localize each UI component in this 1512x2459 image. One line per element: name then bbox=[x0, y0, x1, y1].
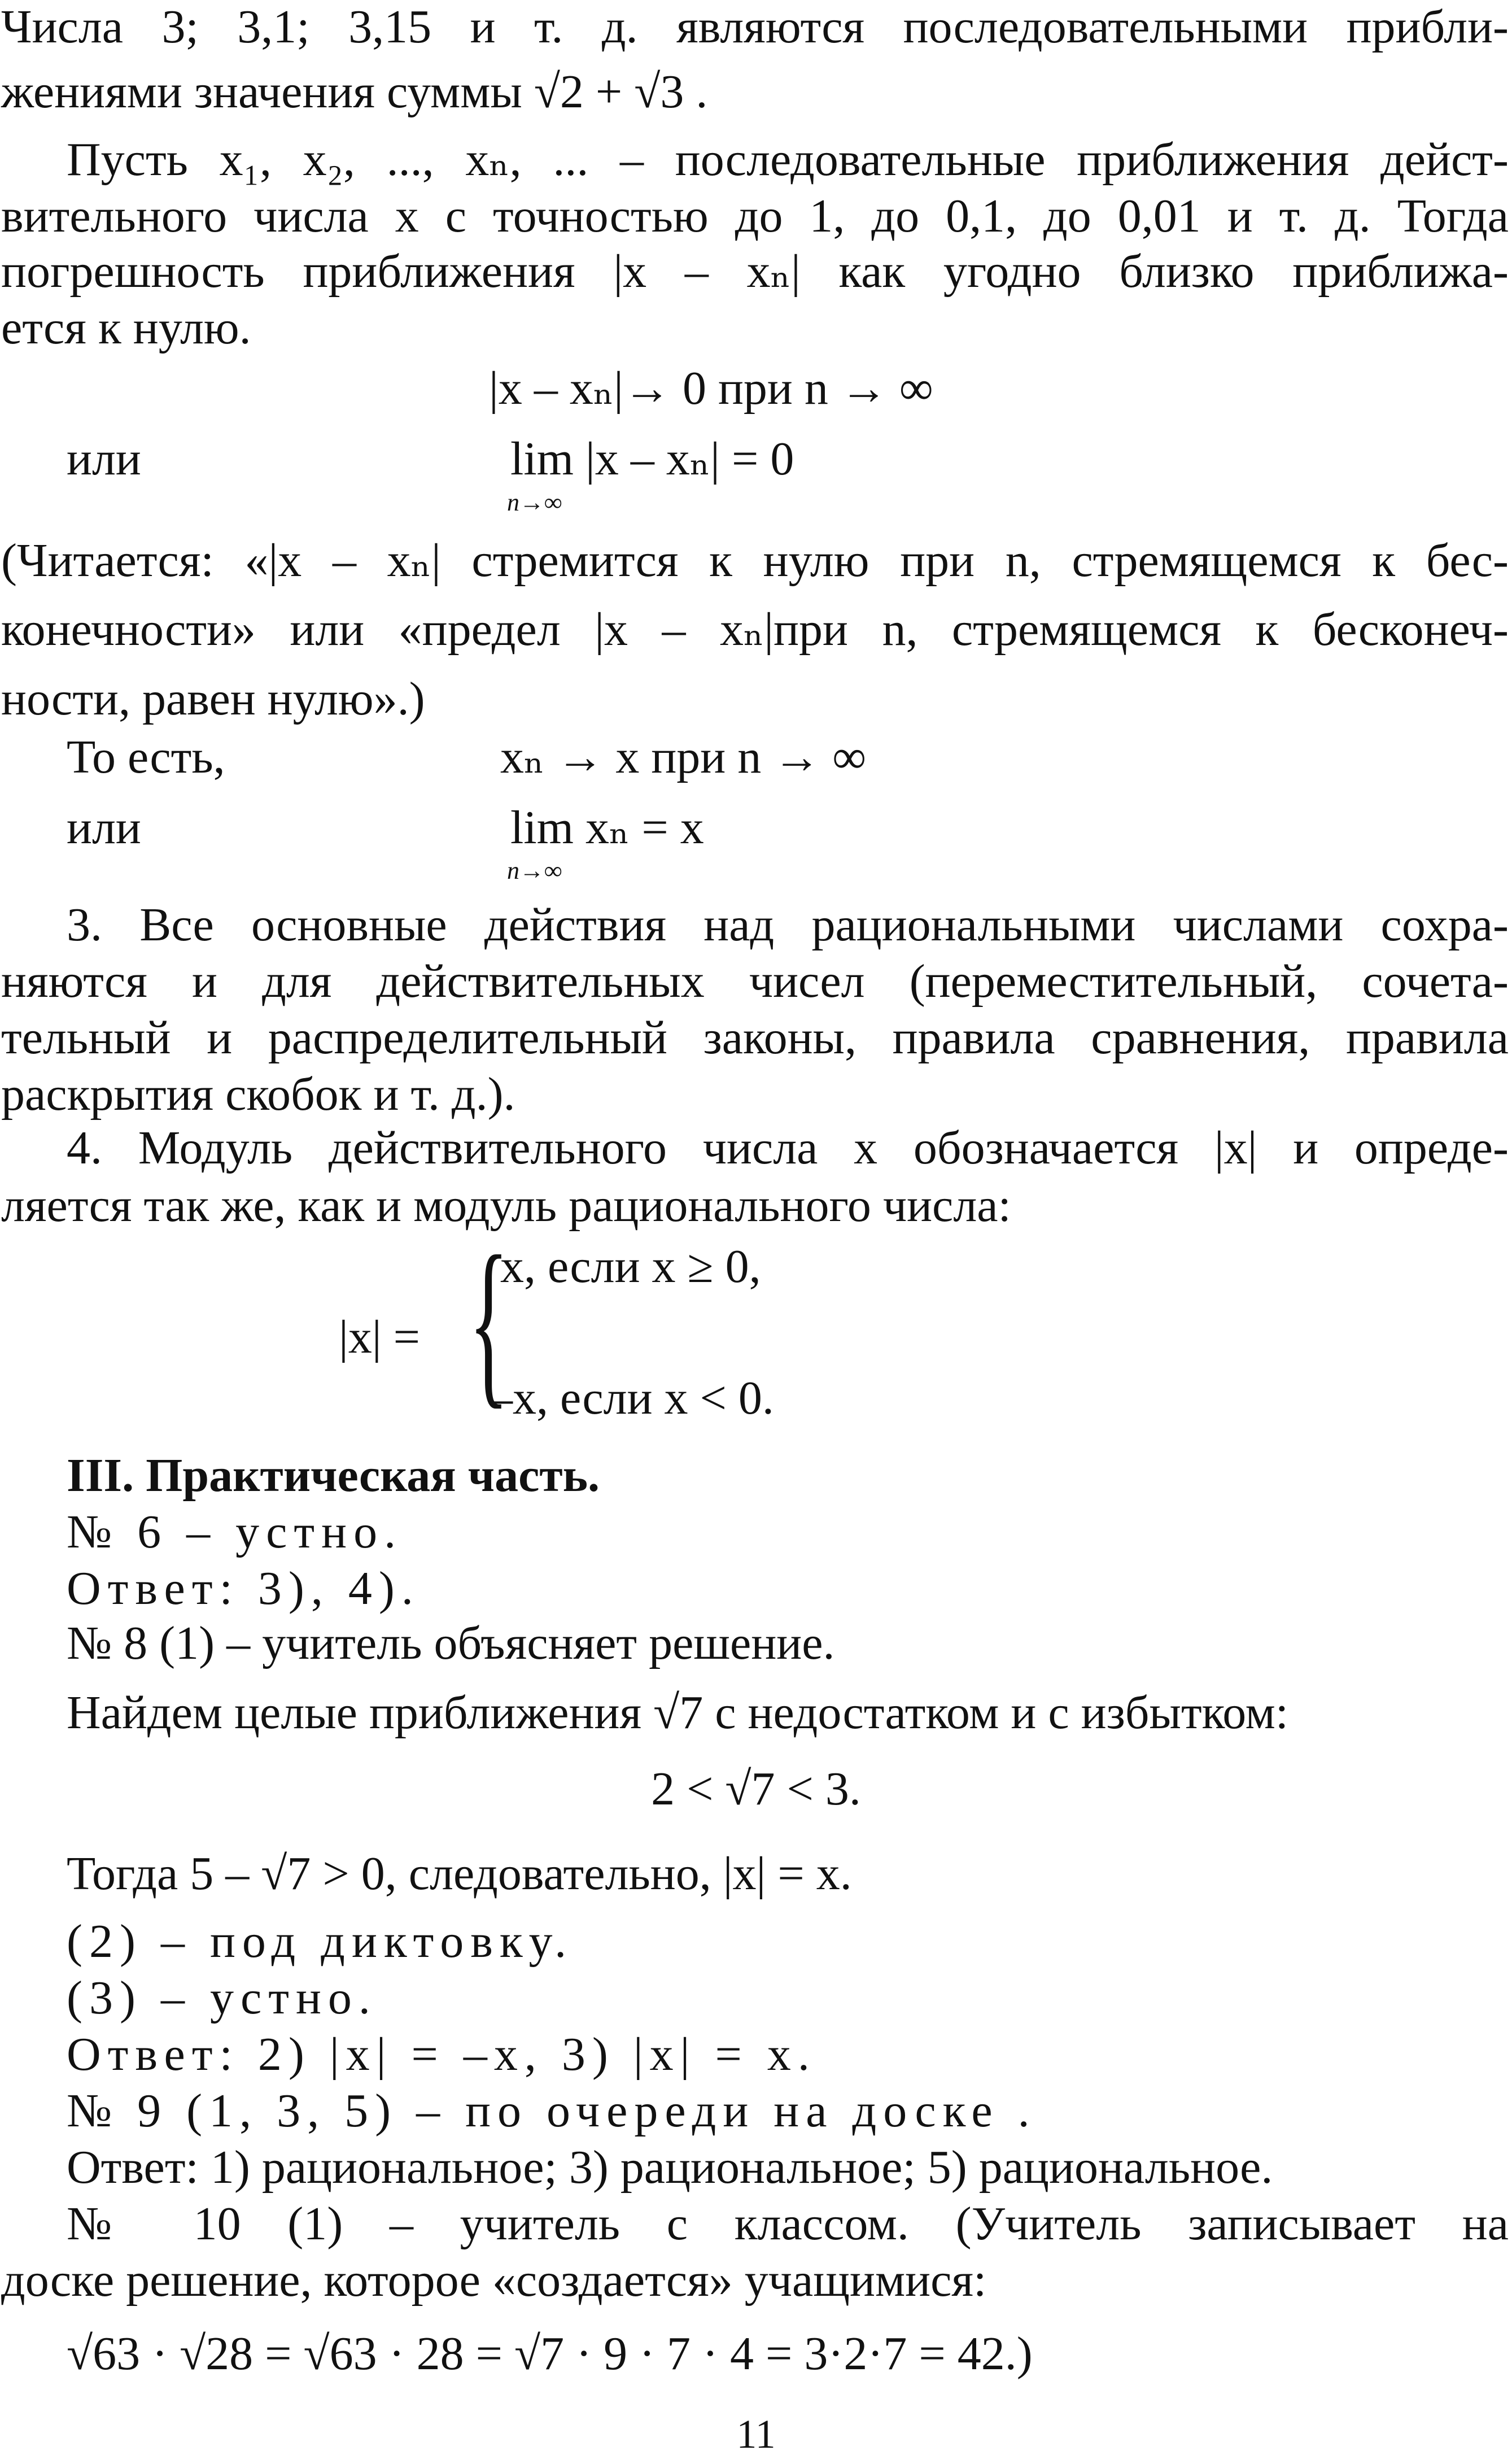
p5-line1: 4. Модуль действительного числа x обозначается |x| и опреде- bbox=[67, 1122, 1509, 1174]
abs-definition-lhs: |x| = bbox=[339, 1311, 421, 1363]
p4-line4: раскрытия скобок и т. д.). bbox=[1, 1068, 515, 1120]
p4-line2: няются и для действительных чисел (переместительный, сочета- bbox=[1, 955, 1509, 1008]
section-title: III. Практическая часть. bbox=[67, 1449, 600, 1502]
formula-lim-zero-under: n→∞ bbox=[507, 489, 562, 516]
answer-3: Ответ: 1) рациональное; 3) рациональное; 5) рациональное. bbox=[67, 2141, 1273, 2194]
task-6: № 6 – устно. bbox=[67, 1506, 403, 1558]
p2-line2: вительного числа x с точностью до 1, до 0,1, до 0,01 и т. д. Тогда bbox=[1, 190, 1509, 242]
p2-line1: Пусть x₁, x₂, ..., xₙ, ... – последовательные приближения дейст- bbox=[67, 133, 1509, 186]
or-label-2: или bbox=[67, 801, 141, 854]
item-3: (3) – устно. bbox=[67, 1972, 377, 2024]
task-10-line1: № 10 (1) – учитель с классом. (Учитель записывает на bbox=[67, 2198, 1509, 2250]
abs-case-positive: x, если x ≥ 0, bbox=[500, 1240, 761, 1293]
page-number: 11 bbox=[736, 2412, 776, 2457]
inequality: 2 < √7 < 3. bbox=[651, 1763, 861, 1815]
p1-line2-text: жениями значения суммы bbox=[1, 66, 522, 118]
sum-formula: √2 + √3 . bbox=[534, 66, 708, 118]
p2-line4: ется к нулю. bbox=[1, 302, 251, 354]
task-10-line2: доске решение, которое «создается» учащимися: bbox=[1, 2254, 987, 2307]
p1-line1: Числа 3; 3,1; 3,15 и т. д. являются последовательными прибли- bbox=[1, 1, 1509, 53]
formula-lim-x-under: n→∞ bbox=[507, 857, 562, 884]
task-9: № 9 (1, 3, 5) – по очереди на доске . bbox=[67, 2085, 1037, 2137]
answer-2: Ответ: 2) |x| = –x, 3) |x| = x. bbox=[67, 2028, 816, 2081]
formula-lim-zero: lim |x – xₙ| = 0 bbox=[510, 433, 794, 485]
p2-line3: погрешность приближения |x – xₙ| как угодно близко приближа- bbox=[1, 245, 1509, 298]
p1-line2 bbox=[1, 65, 1509, 119]
p3-line2: конечности» или «предел |x – xₙ|при n, стремящемся к бесконеч- bbox=[1, 603, 1509, 656]
formula-lim-x: lim xₙ = x bbox=[510, 801, 704, 854]
curly-brace: { bbox=[469, 1218, 509, 1424]
final-formula: √63 · √28 = √63 · 28 = √7 · 9 · 7 · 4 = 3·2·7 = 42.) bbox=[67, 2327, 1033, 2380]
thatis-label: То есть, bbox=[67, 731, 225, 783]
p3-line1: (Читается: «|x – xₙ| стремится к нулю при n, стремящемся к бес- bbox=[1, 534, 1509, 587]
abs-case-negative: –x, если x < 0. bbox=[489, 1372, 774, 1424]
formula-limit-arrow: |x – xₙ|→ 0 при n → ∞ bbox=[489, 362, 933, 415]
p3-line3: ности, равен нулю».) bbox=[1, 673, 425, 725]
or-label-1: или bbox=[67, 433, 141, 485]
answer-1: Ответ: 3), 4). bbox=[67, 1562, 420, 1615]
item-2: (2) – под диктовку. bbox=[67, 1915, 574, 1968]
p4-line3: тельный и распределительный законы, правила сравнения, правила bbox=[1, 1011, 1509, 1064]
p5-line2: ляется так же, как и модуль рационального числа: bbox=[1, 1179, 1011, 1232]
formula-xn-to-x: xₙ → x при n → ∞ bbox=[500, 731, 867, 783]
find-approx: Найдем целые приближения √7 с недостатком и с избытком: bbox=[67, 1686, 1289, 1739]
task-8: № 8 (1) – учитель объясняет решение. bbox=[67, 1617, 835, 1669]
p4-line1: 3. Все основные действия над рациональными числами сохра- bbox=[67, 899, 1509, 951]
then-line: Тогда 5 – √7 > 0, следовательно, |x| = x. bbox=[67, 1847, 852, 1900]
